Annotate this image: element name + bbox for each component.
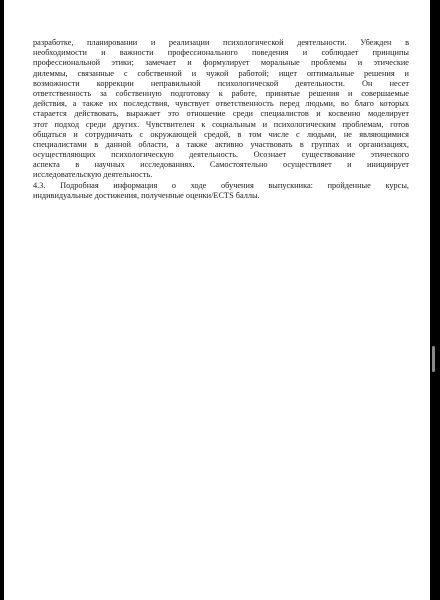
text-line: специалистами в данной области, а также активно участвовать в группах и организациях, xyxy=(33,139,409,149)
qualification-paragraph xyxy=(33,38,409,181)
text-line: действия, а также их последствия, чувствует ответственность перед людьми, во благо которых xyxy=(33,99,409,109)
text-line: дилеммы, связанные с собственной и чужой работой; ищет оптимальные решения и xyxy=(33,68,409,78)
text-line: возможности коррекции неправильной психологической деятельности. Он несет xyxy=(33,78,409,88)
text-line: необходимости и важности профессионального поведения и соблюдает принципы xyxy=(33,48,409,58)
text-line: разработке, планировании и реализации психологической деятельности. Убежден в xyxy=(33,38,409,47)
text-line: аспекта в научных исследованиях. Самостоятельно осуществляет и инициирует xyxy=(33,160,409,170)
text-line: осуществляющих психологическую деятельность. Осознает существование этического xyxy=(33,150,409,160)
section-heading-line: 4.3. Подробная информация о ходе обучения выпускника: пройденные курсы, xyxy=(33,180,409,190)
document-page xyxy=(4,0,430,600)
page-text xyxy=(33,38,409,201)
section-heading-line: индивидуальные достижения, полученные оценки/ECTS баллы. xyxy=(33,190,260,200)
text-line: профессиональной этики; замечает и формулирует моральные проблемы и этические xyxy=(33,58,409,68)
text-line: этот подход среди других. Чувствителен к социальным и психологическим проблемам, готов xyxy=(33,119,409,129)
section-4-3 xyxy=(33,181,409,201)
scrollbar-thumb[interactable] xyxy=(432,346,435,372)
text-line: старается действовать, выражает это отношение среди специалистов и косвенно моделирует xyxy=(33,109,409,119)
text-line: общаться и сотрудничать с окружающей средой, в том числе с людьми, не являющимися xyxy=(33,129,409,139)
text-line: ответственность за собственную подготовку к работе, принятые решения и совершаемые xyxy=(33,88,409,98)
text-line: исследовательскую деятельность. xyxy=(33,170,153,180)
